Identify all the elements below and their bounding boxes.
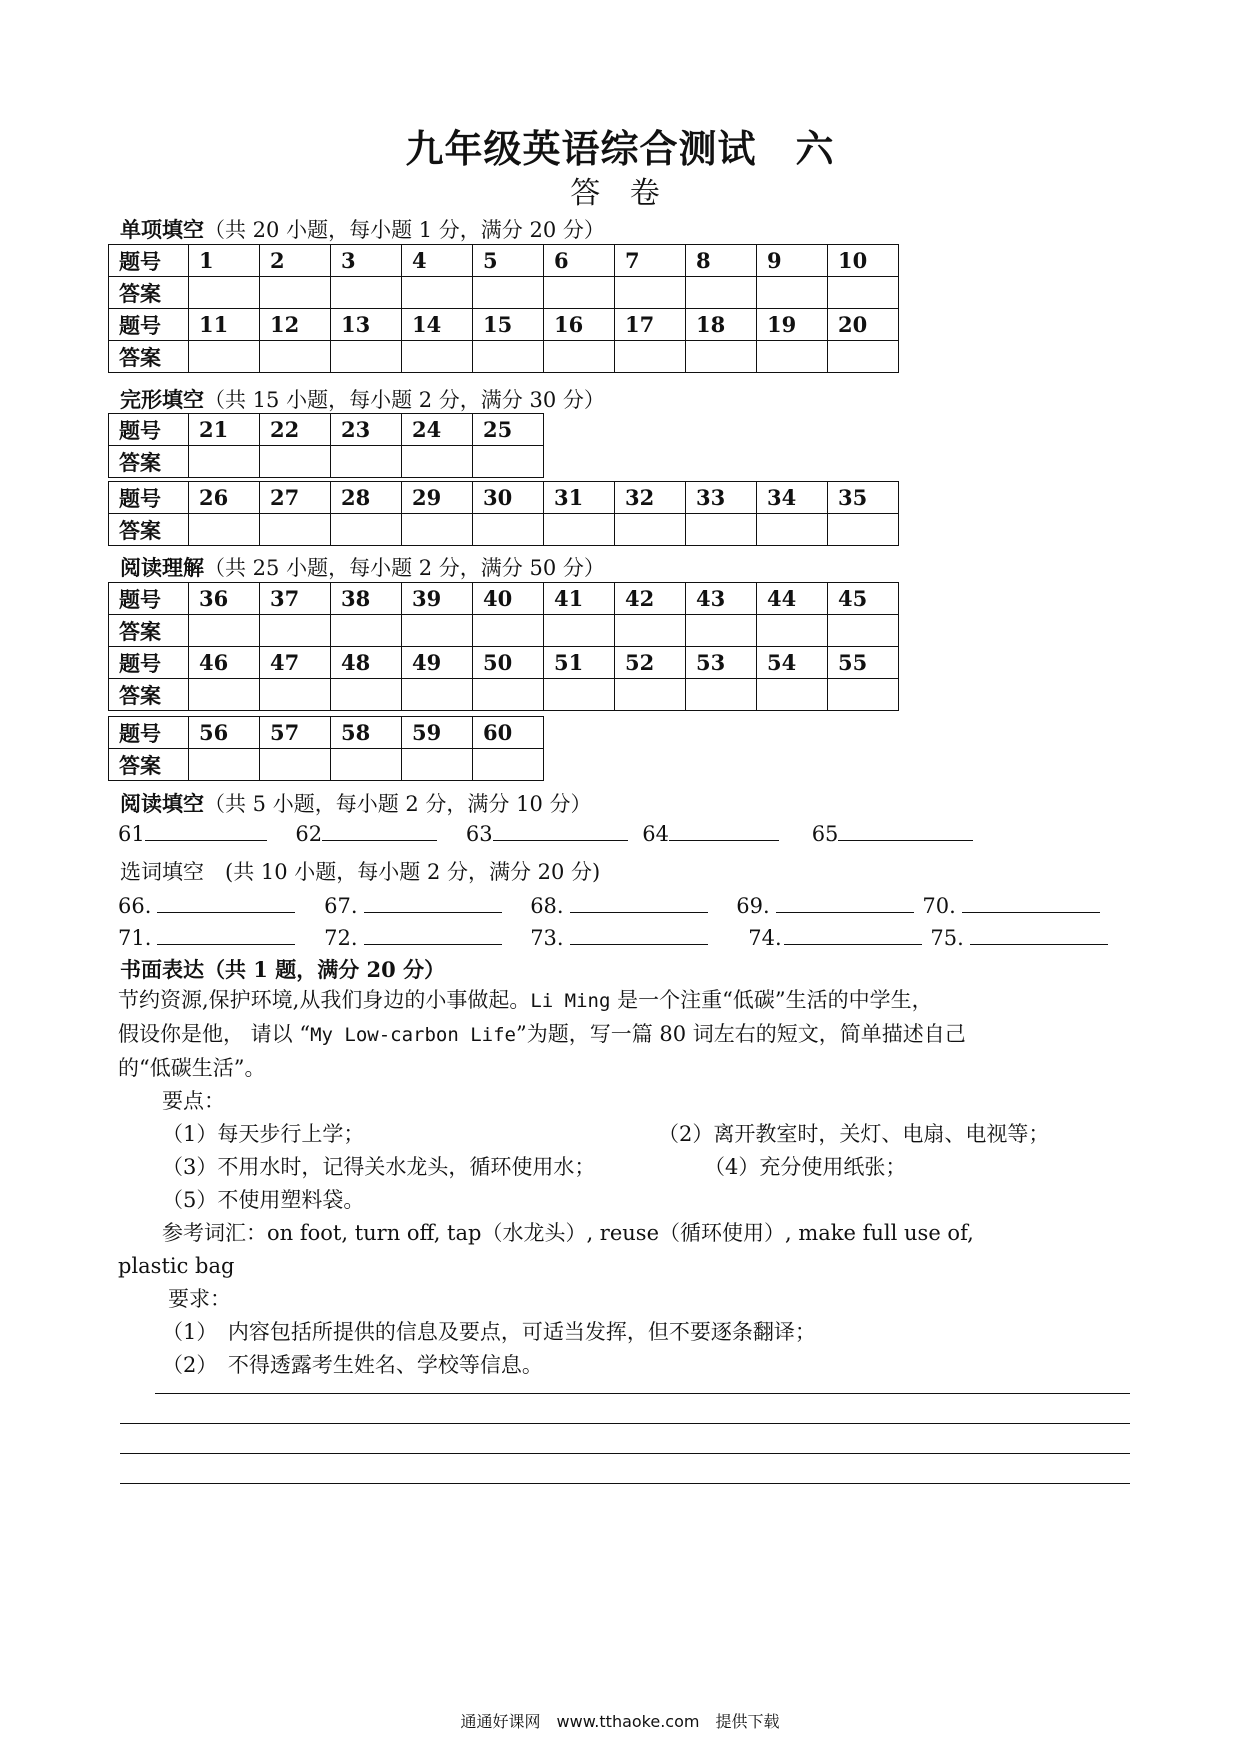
answer-cell[interactable] xyxy=(757,615,828,647)
question-number: 47 xyxy=(260,647,331,679)
answer-cell[interactable] xyxy=(473,514,544,546)
question-label: 题号 xyxy=(109,583,189,615)
answer-cell[interactable] xyxy=(615,615,686,647)
point-3: （3）不用水时，记得关水龙头，循环使用水； xyxy=(162,1155,596,1179)
answer-cell[interactable] xyxy=(828,679,899,711)
answer-number: 63 xyxy=(465,822,493,846)
answer-label: 答案 xyxy=(109,341,189,373)
question-number: 57 xyxy=(260,717,331,749)
answer-cell[interactable] xyxy=(686,514,757,546)
answer-cell[interactable] xyxy=(615,341,686,373)
answer-number: 72. xyxy=(324,926,358,950)
question-number: 21 xyxy=(189,414,260,446)
section-name: 完形填空 xyxy=(120,387,204,412)
question-number: 50 xyxy=(473,647,544,679)
page-title: 九年级英语综合测试 六 xyxy=(405,126,835,171)
answer-cell[interactable] xyxy=(473,679,544,711)
answer-label: 答案 xyxy=(109,679,189,711)
answer-cell[interactable] xyxy=(189,446,260,478)
answer-number: 61 xyxy=(118,822,145,846)
answer-cell[interactable] xyxy=(544,679,615,711)
question-number: 29 xyxy=(402,482,473,514)
answer-number: 68. xyxy=(530,894,564,918)
answer-cell[interactable] xyxy=(260,514,331,546)
answer-table-cloze-part2 xyxy=(108,481,899,546)
answer-cell[interactable] xyxy=(331,749,402,781)
answer-blank[interactable] xyxy=(364,924,502,945)
question-number: 39 xyxy=(402,583,473,615)
question-number: 49 xyxy=(402,647,473,679)
vocab-line-2: plastic bag xyxy=(118,1254,235,1278)
question-number: 43 xyxy=(686,583,757,615)
answer-cell[interactable] xyxy=(686,277,757,309)
question-number: 12 xyxy=(260,309,331,341)
word-fill-row-1 xyxy=(118,892,1100,918)
question-number: 6 xyxy=(544,245,615,277)
answer-number: 64 xyxy=(642,822,669,846)
answer-cell[interactable] xyxy=(473,615,544,647)
answer-cell[interactable] xyxy=(189,277,260,309)
answer-number: 70. xyxy=(922,894,956,918)
section-heading-reading-fill xyxy=(120,788,592,818)
answer-cell[interactable] xyxy=(828,341,899,373)
question-number: 33 xyxy=(686,482,757,514)
question-number: 7 xyxy=(615,245,686,277)
question-number: 45 xyxy=(828,583,899,615)
question-number: 5 xyxy=(473,245,544,277)
question-number: 35 xyxy=(828,482,899,514)
question-number: 34 xyxy=(757,482,828,514)
question-number: 18 xyxy=(686,309,757,341)
question-number: 13 xyxy=(331,309,402,341)
question-row xyxy=(109,717,544,749)
answer-cell[interactable] xyxy=(260,749,331,781)
answer-blank[interactable] xyxy=(776,892,914,913)
answer-blank[interactable] xyxy=(838,820,973,841)
answer-cell[interactable] xyxy=(331,514,402,546)
question-number: 44 xyxy=(757,583,828,615)
question-number: 54 xyxy=(757,647,828,679)
answer-cell[interactable] xyxy=(402,514,473,546)
question-number: 28 xyxy=(331,482,402,514)
writing-line[interactable] xyxy=(120,1423,1130,1424)
answer-cell[interactable] xyxy=(828,277,899,309)
answer-cell[interactable] xyxy=(402,749,473,781)
answer-cell[interactable] xyxy=(473,341,544,373)
section-name: 书面表达（共 1 题，满分 20 分） xyxy=(120,957,446,982)
question-number: 15 xyxy=(473,309,544,341)
question-row xyxy=(109,414,544,446)
answer-blank[interactable] xyxy=(570,924,708,945)
answer-table-reading-part1 xyxy=(108,582,899,711)
answer-cell[interactable] xyxy=(331,679,402,711)
question-number: 14 xyxy=(402,309,473,341)
requirement-1: （1） 内容包括所提供的信息及要点，可适当发挥，但不要逐条翻译； xyxy=(162,1320,816,1344)
answer-blank[interactable] xyxy=(364,892,502,913)
answer-blank[interactable] xyxy=(570,892,708,913)
answer-cell[interactable] xyxy=(544,341,615,373)
answer-blank[interactable] xyxy=(145,820,267,841)
section-heading-word-fill xyxy=(120,856,600,886)
question-number: 10 xyxy=(828,245,899,277)
answer-number: 66. xyxy=(118,894,152,918)
prompt-text: 节约资源,保护环境,从我们身边的小事做起。 xyxy=(118,988,531,1012)
answer-cell[interactable] xyxy=(686,615,757,647)
question-number: 25 xyxy=(473,414,544,446)
answer-cell[interactable] xyxy=(402,446,473,478)
answer-cell[interactable] xyxy=(686,679,757,711)
answer-cell[interactable] xyxy=(544,277,615,309)
answer-row xyxy=(109,514,899,546)
answer-row xyxy=(109,679,899,711)
answer-number: 65 xyxy=(811,822,839,846)
answer-blank[interactable] xyxy=(493,820,628,841)
answer-cell[interactable] xyxy=(189,514,260,546)
answer-cell[interactable] xyxy=(260,446,331,478)
answer-number: 62 xyxy=(295,822,323,846)
answer-cell[interactable] xyxy=(615,679,686,711)
prompt-line-1 xyxy=(118,984,1133,1018)
answer-number: 73. xyxy=(530,926,564,950)
point-4: （4）充分使用纸张； xyxy=(704,1155,907,1179)
question-label: 题号 xyxy=(109,309,189,341)
answer-cell[interactable] xyxy=(331,446,402,478)
question-number: 32 xyxy=(615,482,686,514)
prompt-name: Li Ming xyxy=(530,990,611,1012)
question-number: 1 xyxy=(189,245,260,277)
answer-cell[interactable] xyxy=(402,277,473,309)
point-5: （5）不使用塑料袋。 xyxy=(162,1188,365,1212)
answer-row xyxy=(109,446,544,478)
question-number: 58 xyxy=(331,717,402,749)
question-number: 8 xyxy=(686,245,757,277)
answer-row xyxy=(109,749,544,781)
answer-cell[interactable] xyxy=(473,749,544,781)
question-number: 31 xyxy=(544,482,615,514)
section-desc: （共 20 小题，每小题 1 分，满分 20 分） xyxy=(204,218,605,242)
answer-cell[interactable] xyxy=(189,679,260,711)
answer-number: 67. xyxy=(324,894,358,918)
section-name: 阅读理解 xyxy=(120,555,204,580)
answer-cell[interactable] xyxy=(757,277,828,309)
requirement-2: （2） 不得透露考生姓名、学校等信息。 xyxy=(162,1353,543,1377)
section-desc: (共 10 小题，每小题 2 分，满分 20 分) xyxy=(204,860,601,884)
answer-cell[interactable] xyxy=(260,341,331,373)
point-1: （1）每天步行上学； xyxy=(162,1122,365,1146)
question-number: 17 xyxy=(615,309,686,341)
answer-cell[interactable] xyxy=(260,615,331,647)
question-label: 题号 xyxy=(109,245,189,277)
answer-blank[interactable] xyxy=(784,924,922,945)
question-number: 23 xyxy=(331,414,402,446)
answer-cell[interactable] xyxy=(331,341,402,373)
answer-cell[interactable] xyxy=(686,341,757,373)
writing-prompt xyxy=(118,984,1133,1382)
answer-row xyxy=(109,615,899,647)
question-number: 16 xyxy=(544,309,615,341)
answer-number: 75. xyxy=(930,926,964,950)
question-number: 30 xyxy=(473,482,544,514)
answer-cell[interactable] xyxy=(473,446,544,478)
question-row xyxy=(109,482,899,514)
section-heading-reading xyxy=(120,552,605,582)
question-number: 56 xyxy=(189,717,260,749)
question-number: 40 xyxy=(473,583,544,615)
question-number: 9 xyxy=(757,245,828,277)
vocab-line: 参考词汇：on foot, turn off, tap（水龙头）, reuse（循环使用）, make full use of, xyxy=(162,1221,974,1245)
points-label: 要点： xyxy=(162,1089,225,1113)
prompt-text: ”为题，写一篇 80 词左右的短文，简单描述自己 xyxy=(516,1022,966,1046)
question-number: 41 xyxy=(544,583,615,615)
answer-cell[interactable] xyxy=(757,679,828,711)
question-number: 38 xyxy=(331,583,402,615)
reading-fill-answers xyxy=(118,820,973,846)
requirements-label: 要求： xyxy=(168,1287,231,1311)
question-number: 19 xyxy=(757,309,828,341)
question-row xyxy=(109,245,899,277)
answer-cell[interactable] xyxy=(828,514,899,546)
answer-cell[interactable] xyxy=(189,749,260,781)
question-label: 题号 xyxy=(109,647,189,679)
answer-cell[interactable] xyxy=(544,514,615,546)
question-number: 53 xyxy=(686,647,757,679)
answer-cell[interactable] xyxy=(189,341,260,373)
answer-blank[interactable] xyxy=(157,892,295,913)
question-number: 11 xyxy=(189,309,260,341)
answer-number: 71. xyxy=(118,926,152,950)
answer-blank[interactable] xyxy=(157,924,295,945)
question-number: 2 xyxy=(260,245,331,277)
answer-cell[interactable] xyxy=(260,679,331,711)
word-fill-row-2 xyxy=(118,924,1108,950)
answer-cell[interactable] xyxy=(828,615,899,647)
section-name: 阅读填空 xyxy=(120,791,204,816)
answer-cell[interactable] xyxy=(331,277,402,309)
section-heading-writing xyxy=(120,954,445,984)
answer-cell[interactable] xyxy=(402,341,473,373)
question-number: 26 xyxy=(189,482,260,514)
answer-blank[interactable] xyxy=(970,924,1108,945)
answer-number: 74. xyxy=(748,926,782,950)
prompt-text: 假设你是他， 请以 “ xyxy=(118,1022,311,1046)
question-label: 题号 xyxy=(109,482,189,514)
question-number: 20 xyxy=(828,309,899,341)
question-number: 24 xyxy=(402,414,473,446)
prompt-essay-title: My Low-carbon Life xyxy=(310,1024,516,1046)
writing-line[interactable] xyxy=(120,1453,1130,1454)
answer-cell[interactable] xyxy=(473,277,544,309)
answer-row xyxy=(109,341,899,373)
writing-line[interactable] xyxy=(120,1483,1130,1484)
answer-cell[interactable] xyxy=(402,679,473,711)
answer-cell[interactable] xyxy=(331,615,402,647)
prompt-text: 是一个注重“低碳”生活的中学生， xyxy=(610,988,933,1012)
answer-blank[interactable] xyxy=(669,820,779,841)
answer-label: 答案 xyxy=(109,514,189,546)
answer-cell[interactable] xyxy=(615,277,686,309)
question-number: 51 xyxy=(544,647,615,679)
question-number: 4 xyxy=(402,245,473,277)
question-label: 题号 xyxy=(109,717,189,749)
section-name: 选词填空 xyxy=(120,860,204,884)
answer-label: 答案 xyxy=(109,615,189,647)
answer-cell[interactable] xyxy=(757,341,828,373)
answer-table-cloze-part1 xyxy=(108,413,544,478)
answer-cell[interactable] xyxy=(544,615,615,647)
page-subtitle: 答 卷 xyxy=(570,176,670,211)
section-desc: （共 15 小题，每小题 2 分，满分 30 分） xyxy=(204,388,605,412)
answer-blank[interactable] xyxy=(962,892,1100,913)
question-number: 48 xyxy=(331,647,402,679)
answer-cell[interactable] xyxy=(757,514,828,546)
question-number: 52 xyxy=(615,647,686,679)
prompt-line-2 xyxy=(118,1018,1133,1052)
page-footer: 通通好课网 www.tthaoke.com 提供下载 xyxy=(460,1712,780,1731)
question-number: 59 xyxy=(402,717,473,749)
question-number: 42 xyxy=(615,583,686,615)
writing-line[interactable] xyxy=(155,1393,1130,1394)
point-2: （2）离开教室时，关灯、电扇、电视等； xyxy=(658,1122,1050,1146)
answer-cell[interactable] xyxy=(615,514,686,546)
question-number: 55 xyxy=(828,647,899,679)
points-row-2 xyxy=(118,1151,1133,1184)
question-row xyxy=(109,309,899,341)
question-number: 60 xyxy=(473,717,544,749)
answer-table-single-choice xyxy=(108,244,899,373)
prompt-line-3: 的“低碳生活”。 xyxy=(118,1056,266,1080)
section-heading-cloze xyxy=(120,384,605,414)
answer-table-reading-part2 xyxy=(108,716,544,781)
answer-cell[interactable] xyxy=(402,615,473,647)
question-row xyxy=(109,583,899,615)
question-label: 题号 xyxy=(109,414,189,446)
question-number: 22 xyxy=(260,414,331,446)
question-row xyxy=(109,647,899,679)
section-heading-single-choice xyxy=(120,214,605,244)
question-number: 37 xyxy=(260,583,331,615)
question-number: 27 xyxy=(260,482,331,514)
answer-cell[interactable] xyxy=(189,615,260,647)
answer-label: 答案 xyxy=(109,277,189,309)
section-desc: （共 5 小题，每小题 2 分，满分 10 分） xyxy=(204,792,592,816)
points-row-1 xyxy=(118,1118,1133,1151)
answer-label: 答案 xyxy=(109,749,189,781)
answer-number: 69. xyxy=(736,894,770,918)
answer-row xyxy=(109,277,899,309)
answer-cell[interactable] xyxy=(260,277,331,309)
answer-blank[interactable] xyxy=(322,820,437,841)
question-number: 36 xyxy=(189,583,260,615)
section-desc: （共 25 小题，每小题 2 分，满分 50 分） xyxy=(204,556,605,580)
question-number: 3 xyxy=(331,245,402,277)
question-number: 46 xyxy=(189,647,260,679)
section-name: 单项填空 xyxy=(120,217,204,242)
answer-label: 答案 xyxy=(109,446,189,478)
